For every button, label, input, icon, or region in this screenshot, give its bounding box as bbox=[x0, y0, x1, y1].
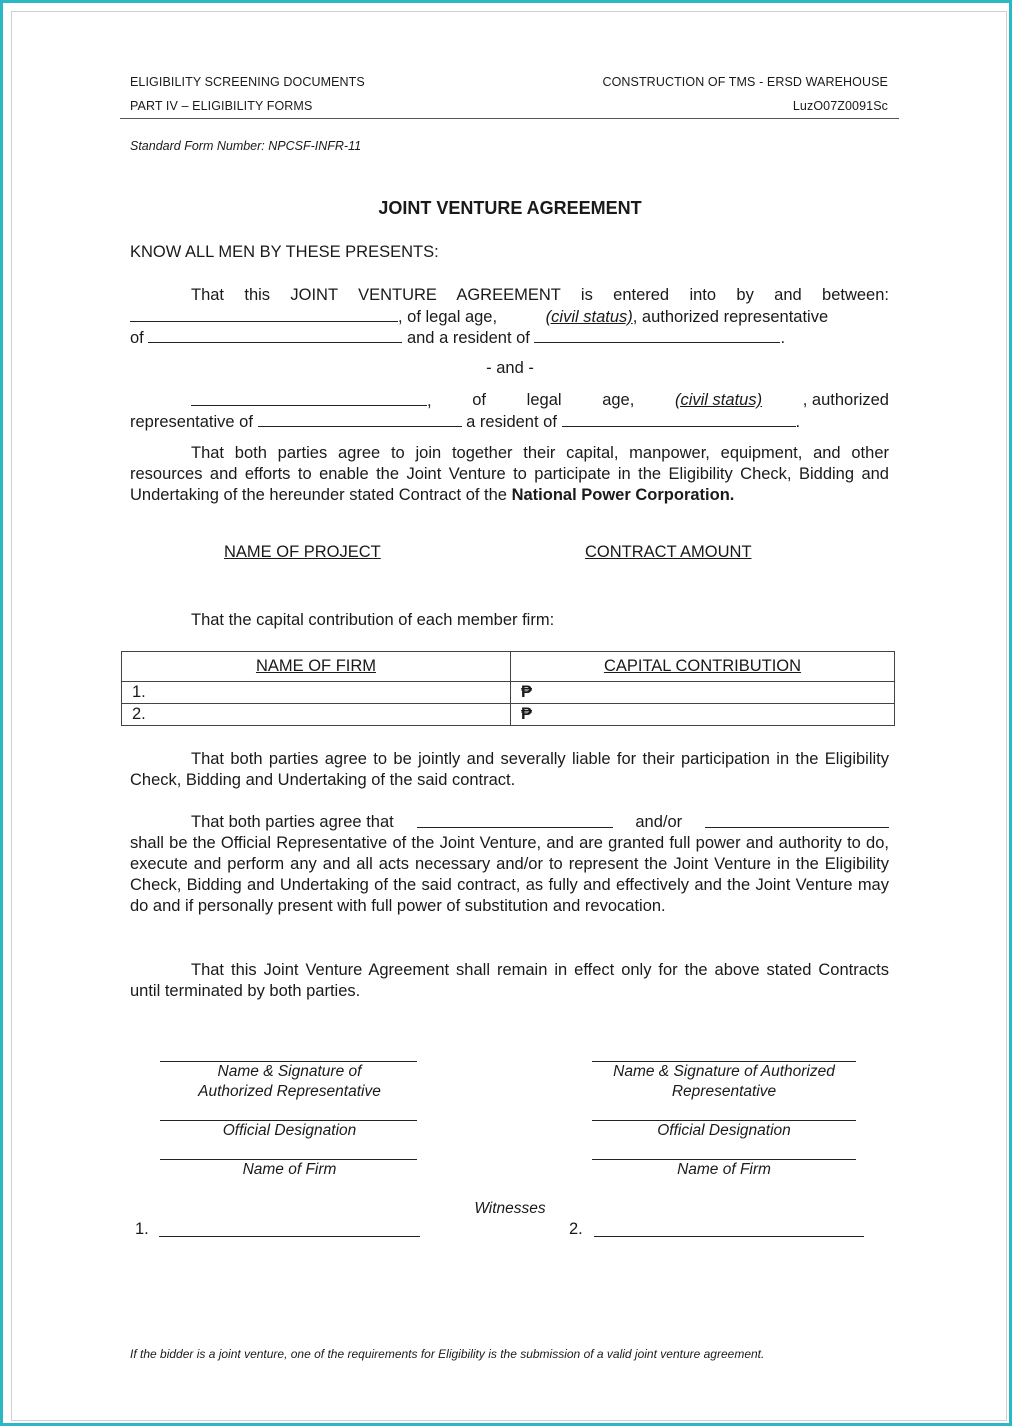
para2-line2 bbox=[130, 411, 800, 433]
right-name-label bbox=[579, 1062, 869, 1102]
para5-rest: shall be the Official Representative of the Joint Venture, and are granted full power and authority to do, execute and perform any and all acts necessary and/or to represent the Joint Venture in the Eligibility Check, Bidding and Undertaking of the said contract, as fully and effectively and the Joint Venture may do and if personally present with full power of substitution and revocation. bbox=[130, 834, 889, 915]
para5-line1 bbox=[191, 812, 889, 833]
amount-header: CONTRACT AMOUNT bbox=[585, 543, 752, 561]
spacer bbox=[502, 307, 546, 322]
header-right-line1: CONSTRUCTION OF TMS - ERSD WAREHOUSE bbox=[602, 75, 888, 89]
form-number: Standard Form Number: NPCSF-INFR-11 bbox=[130, 139, 362, 153]
firm-table bbox=[121, 651, 895, 726]
right-designation-label: Official Designation bbox=[657, 1122, 791, 1139]
witness2-line[interactable] bbox=[594, 1236, 864, 1237]
address2-blank[interactable] bbox=[562, 411, 796, 427]
andor-text: and/or bbox=[635, 813, 683, 831]
age-text: age, bbox=[602, 391, 635, 409]
header-rule bbox=[120, 118, 899, 119]
authorized-rep-text: , authorized representative bbox=[632, 308, 829, 326]
para6: That this Joint Venture Agreement shall remain in effect only for the above stated Contracts until terminated by both parties. bbox=[130, 961, 889, 1000]
header-left-line1: ELIGIBILITY SCREENING DOCUMENTS bbox=[130, 75, 365, 89]
document-title: JOINT VENTURE AGREEMENT bbox=[378, 198, 642, 218]
resident-text: and a resident of bbox=[406, 329, 530, 347]
and-separator: - and - bbox=[486, 359, 534, 377]
document-page bbox=[11, 11, 1007, 1421]
left-firm-label: Name of Firm bbox=[242, 1161, 337, 1178]
para3-bold: National Power Corporation. bbox=[511, 486, 735, 504]
currency-cell[interactable]: ₱ bbox=[511, 682, 895, 704]
address-blank[interactable] bbox=[534, 327, 780, 343]
legal-text: legal bbox=[526, 391, 562, 409]
left-designation-label: Official Designation bbox=[222, 1122, 357, 1139]
row-number: 1. bbox=[122, 682, 511, 704]
para4: That both parties agree to be jointly and severally liable for their participation in the Eligibility Check, Bidding and Undertaking of the said contract. bbox=[130, 750, 889, 789]
witness2-number: 2. bbox=[569, 1220, 583, 1238]
left-name-label bbox=[152, 1062, 427, 1102]
intro-line: KNOW ALL MEN BY THESE PRESENTS: bbox=[130, 243, 439, 261]
footer-note: If the bidder is a joint venture, one of the requirements for Eligibility is the submission of a valid joint venture agreement. bbox=[130, 1347, 765, 1361]
para3-text: That both parties agree to join together their capital, manpower, equipment, and other resources and efforts to enable the Joint Venture to participate in the Eligibility Check, Bidding and Undertaking of the hereunder stated Contract of the bbox=[130, 444, 889, 504]
comma: , bbox=[427, 392, 432, 410]
row-number: 2. bbox=[122, 704, 511, 726]
left-name-line2: Authorized Representative bbox=[198, 1083, 381, 1100]
para5-lead: That both parties agree that bbox=[191, 813, 394, 831]
rep1-blank[interactable] bbox=[417, 812, 613, 828]
company-blank[interactable] bbox=[148, 327, 402, 343]
right-name-line1: Name & Signature of Authorized bbox=[613, 1063, 835, 1080]
firm-name-header: NAME OF FIRM bbox=[122, 652, 511, 682]
of-text: of bbox=[130, 329, 144, 347]
project-header: NAME OF PROJECT bbox=[224, 543, 381, 561]
period2: . bbox=[795, 413, 801, 431]
name-blank[interactable] bbox=[130, 306, 398, 322]
table-row bbox=[122, 704, 895, 726]
civil-status2-text[interactable]: (civil status) bbox=[674, 391, 763, 409]
left-name-line1: Name & Signature of bbox=[217, 1063, 362, 1080]
civil-status-text[interactable]: (civil status) bbox=[545, 308, 633, 326]
authorized2-text: , authorized bbox=[802, 391, 889, 409]
para1-line2 bbox=[130, 306, 889, 328]
witness1-number: 1. bbox=[135, 1220, 149, 1238]
capital-line: That the capital contribution of each member firm: bbox=[191, 611, 555, 629]
right-firm-label: Name of Firm bbox=[677, 1161, 771, 1178]
capital-header: CAPITAL CONTRIBUTION bbox=[511, 652, 895, 682]
para3 bbox=[130, 443, 889, 506]
para1-line3 bbox=[130, 327, 785, 349]
rep-of-text: representative of bbox=[130, 413, 253, 431]
header-right-line2: LuzO07Z0091Sc bbox=[792, 99, 888, 113]
firm-table-header bbox=[122, 652, 895, 682]
para2-line1 bbox=[191, 390, 889, 412]
currency-cell[interactable]: ₱ bbox=[511, 704, 895, 726]
header-left-line2: PART IV – ELIGIBILITY FORMS bbox=[130, 99, 313, 113]
table-row bbox=[122, 682, 895, 704]
right-name-line2: Representative bbox=[671, 1083, 777, 1100]
name2-blank[interactable] bbox=[191, 390, 427, 406]
company2-blank[interactable] bbox=[258, 411, 462, 427]
period: . bbox=[780, 329, 786, 347]
of-legal-age-text: , of legal age, bbox=[398, 308, 498, 326]
witness1-line[interactable] bbox=[159, 1236, 420, 1237]
resident2-text: a resident of bbox=[466, 413, 557, 431]
witnesses-label: Witnesses bbox=[474, 1200, 546, 1217]
para1-line1: That this JOINT VENTURE AGREEMENT is entered into by and between: bbox=[191, 286, 889, 304]
of2-text: of bbox=[472, 391, 487, 409]
rep2-blank[interactable] bbox=[705, 812, 889, 828]
